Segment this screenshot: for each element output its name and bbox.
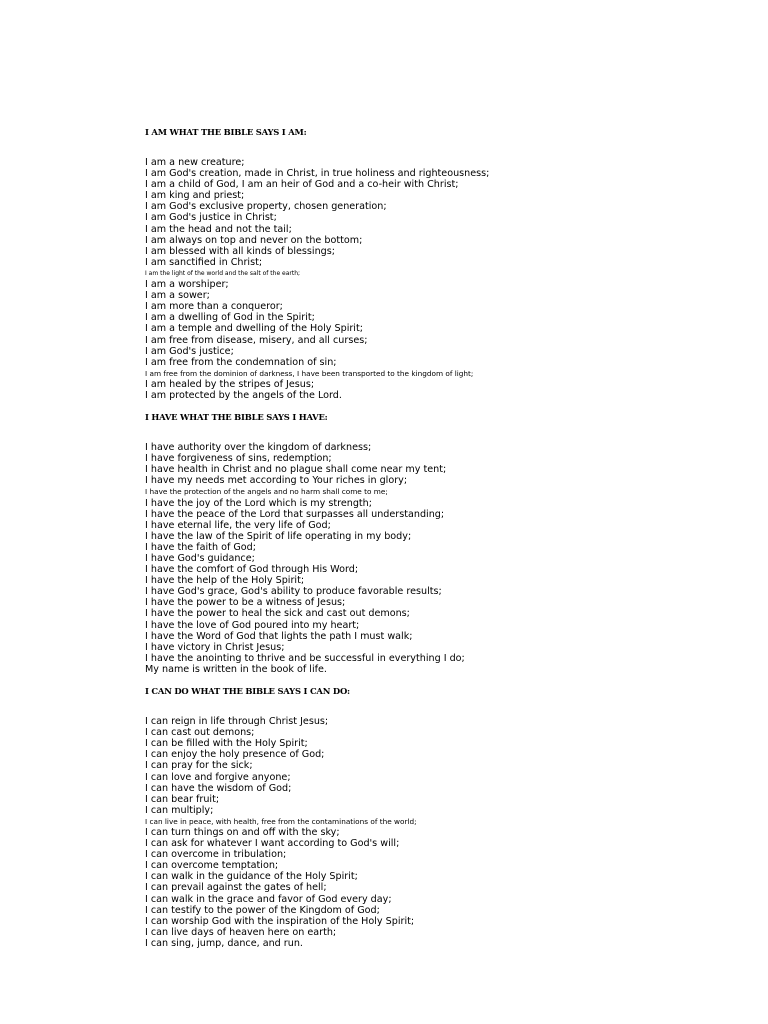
declaration-line: I can multiply; [145,804,214,816]
declaration-line: I am God's creation, made in Christ, in true holiness and righteousness; [145,168,490,180]
declaration-line: I can worship God with the inspiration of the Holy Spirit; [145,915,415,927]
declaration-line: I have the peace of the Lord that surpasses all understanding; [145,508,445,520]
declaration-line: I am king and priest; [145,190,245,202]
declaration-line: I can pray for the sick; [145,760,253,772]
declaration-line: I have the help of the Holy Spirit; [145,575,305,587]
declaration-line: I have God's grace, God's ability to produce favorable results; [145,586,442,598]
declaration-line: I can ask for whatever I want according to God's will; [145,838,400,850]
declaration-line: I can walk in the grace and favor of God every day; [145,893,392,905]
declaration-line: I am always on top and never on the bottom; [145,234,363,246]
declaration-line: I can have the wisdom of God; [145,782,292,794]
declaration-line: I am a sower; [145,290,210,302]
declaration-line: I have authority over the kingdom of darkness; [145,442,372,454]
declaration-line: I have the comfort of God through His Word; [145,564,359,576]
declaration-line: I am a worshiper; [145,279,229,291]
declaration-line: I can bear fruit; [145,793,220,805]
declaration-line: I can turn things on and off with the sky; [145,826,340,838]
declaration-line: My name is written in the book of life. [145,663,327,675]
declaration-line: I can testify to the power of the Kingdom of God; [145,904,380,916]
declaration-line: I have victory in Christ Jesus; [145,641,285,653]
section-heading: I AM WHAT THE BIBLE SAYS I AM: [145,127,307,137]
section-heading: I HAVE WHAT THE BIBLE SAYS I HAVE: [145,412,328,423]
declaration-line: I can enjoy the holy presence of God; [145,749,325,761]
declaration-line: I am sanctified in Christ; [145,256,263,268]
declaration-line: I have the joy of the Lord which is my strength; [145,497,372,509]
declaration-line: I am blessed with all kinds of blessings; [145,245,335,257]
document-page [145,127,745,949]
declaration-line: I can walk in the guidance of the Holy Spirit; [145,871,358,883]
section-heading: I CAN DO WHAT THE BIBLE SAYS I CAN DO: [145,686,350,697]
declaration-line: I am God's justice in Christ; [145,212,277,224]
declaration-line: I can overcome temptation; [145,860,279,872]
declaration-line: I am a new creature; [145,157,245,168]
declaration-line: I am free from disease, misery, and all curses; [145,334,368,346]
declaration-line: I have God's guidance; [145,553,255,564]
declaration-line: I can cast out demons; [145,727,255,739]
declaration-line: I am a child of God, I am an heir of God and a co-heir with Christ; [145,179,459,191]
declaration-line: I can be filled with the Holy Spirit; [145,738,308,750]
declaration-line: I can live days of heaven here on earth; [145,926,337,938]
declaration-line: I am God's exclusive property, chosen generation; [145,201,387,213]
declaration-line: I have the Word of God that lights the path I must walk; [145,630,413,642]
declaration-line: I am God's justice; [145,345,234,357]
declaration-line: I have the love of God poured into my heart; [145,619,360,631]
declaration-line: I have the power to heal the sick and cast out demons; [145,608,410,620]
section-spacer [145,675,745,686]
declaration-line: I am the head and not the tail; [145,223,292,235]
declaration-line: I am a temple and dwelling of the Holy Spirit; [145,323,363,335]
declaration-line: I have the faith of God; [145,541,256,553]
heading-spacer [145,423,745,442]
declaration-line: I can sing, jump, dance, and run. [145,937,303,949]
declaration-line: I am free from the condemnation of sin; [145,356,337,368]
declaration-line: I can reign in life through Christ Jesus; [145,716,329,728]
declaration-line: I am the light of the world and the salt of the earth; [145,269,301,277]
declaration-line: I have the law of the Spirit of life operating in my body; [145,530,412,542]
declaration-line: I can overcome in tribulation; [145,849,287,861]
declaration-line: I have eternal life, the very life of God; [145,519,331,531]
declaration-line: I have the protection of the angels and no harm shall come to me; [145,487,388,497]
declaration-line: I have forgiveness of sins, redemption; [145,453,332,465]
declaration-line: I have the anointing to thrive and be successful in everything I do; [145,652,465,664]
heading-spacer [145,697,745,716]
declaration-line: I am a dwelling of God in the Spirit; [145,312,315,324]
declaration-line: I have the power to be a witness of Jesus; [145,597,346,609]
declaration-line: I have my needs met according to Your riches in glory; [145,475,408,487]
declaration-line: I can live in peace, with health, free from the contaminations of the world; [145,816,417,826]
section-spacer [145,401,745,412]
declaration-line: I am free from the dominion of darkness, I have been transported to the kingdom of light; [145,368,474,378]
declaration-line: I have health in Christ and no plague shall come near my tent; [145,464,447,476]
heading-spacer [145,138,745,157]
declaration-line: I can love and forgive anyone; [145,771,291,783]
declaration-line: I am healed by the stripes of Jesus; [145,378,315,390]
declaration-line: I am more than a conqueror; [145,301,283,313]
declaration-line: I can prevail against the gates of hell; [145,882,327,894]
declaration-line: I am protected by the angels of the Lord. [145,389,342,401]
